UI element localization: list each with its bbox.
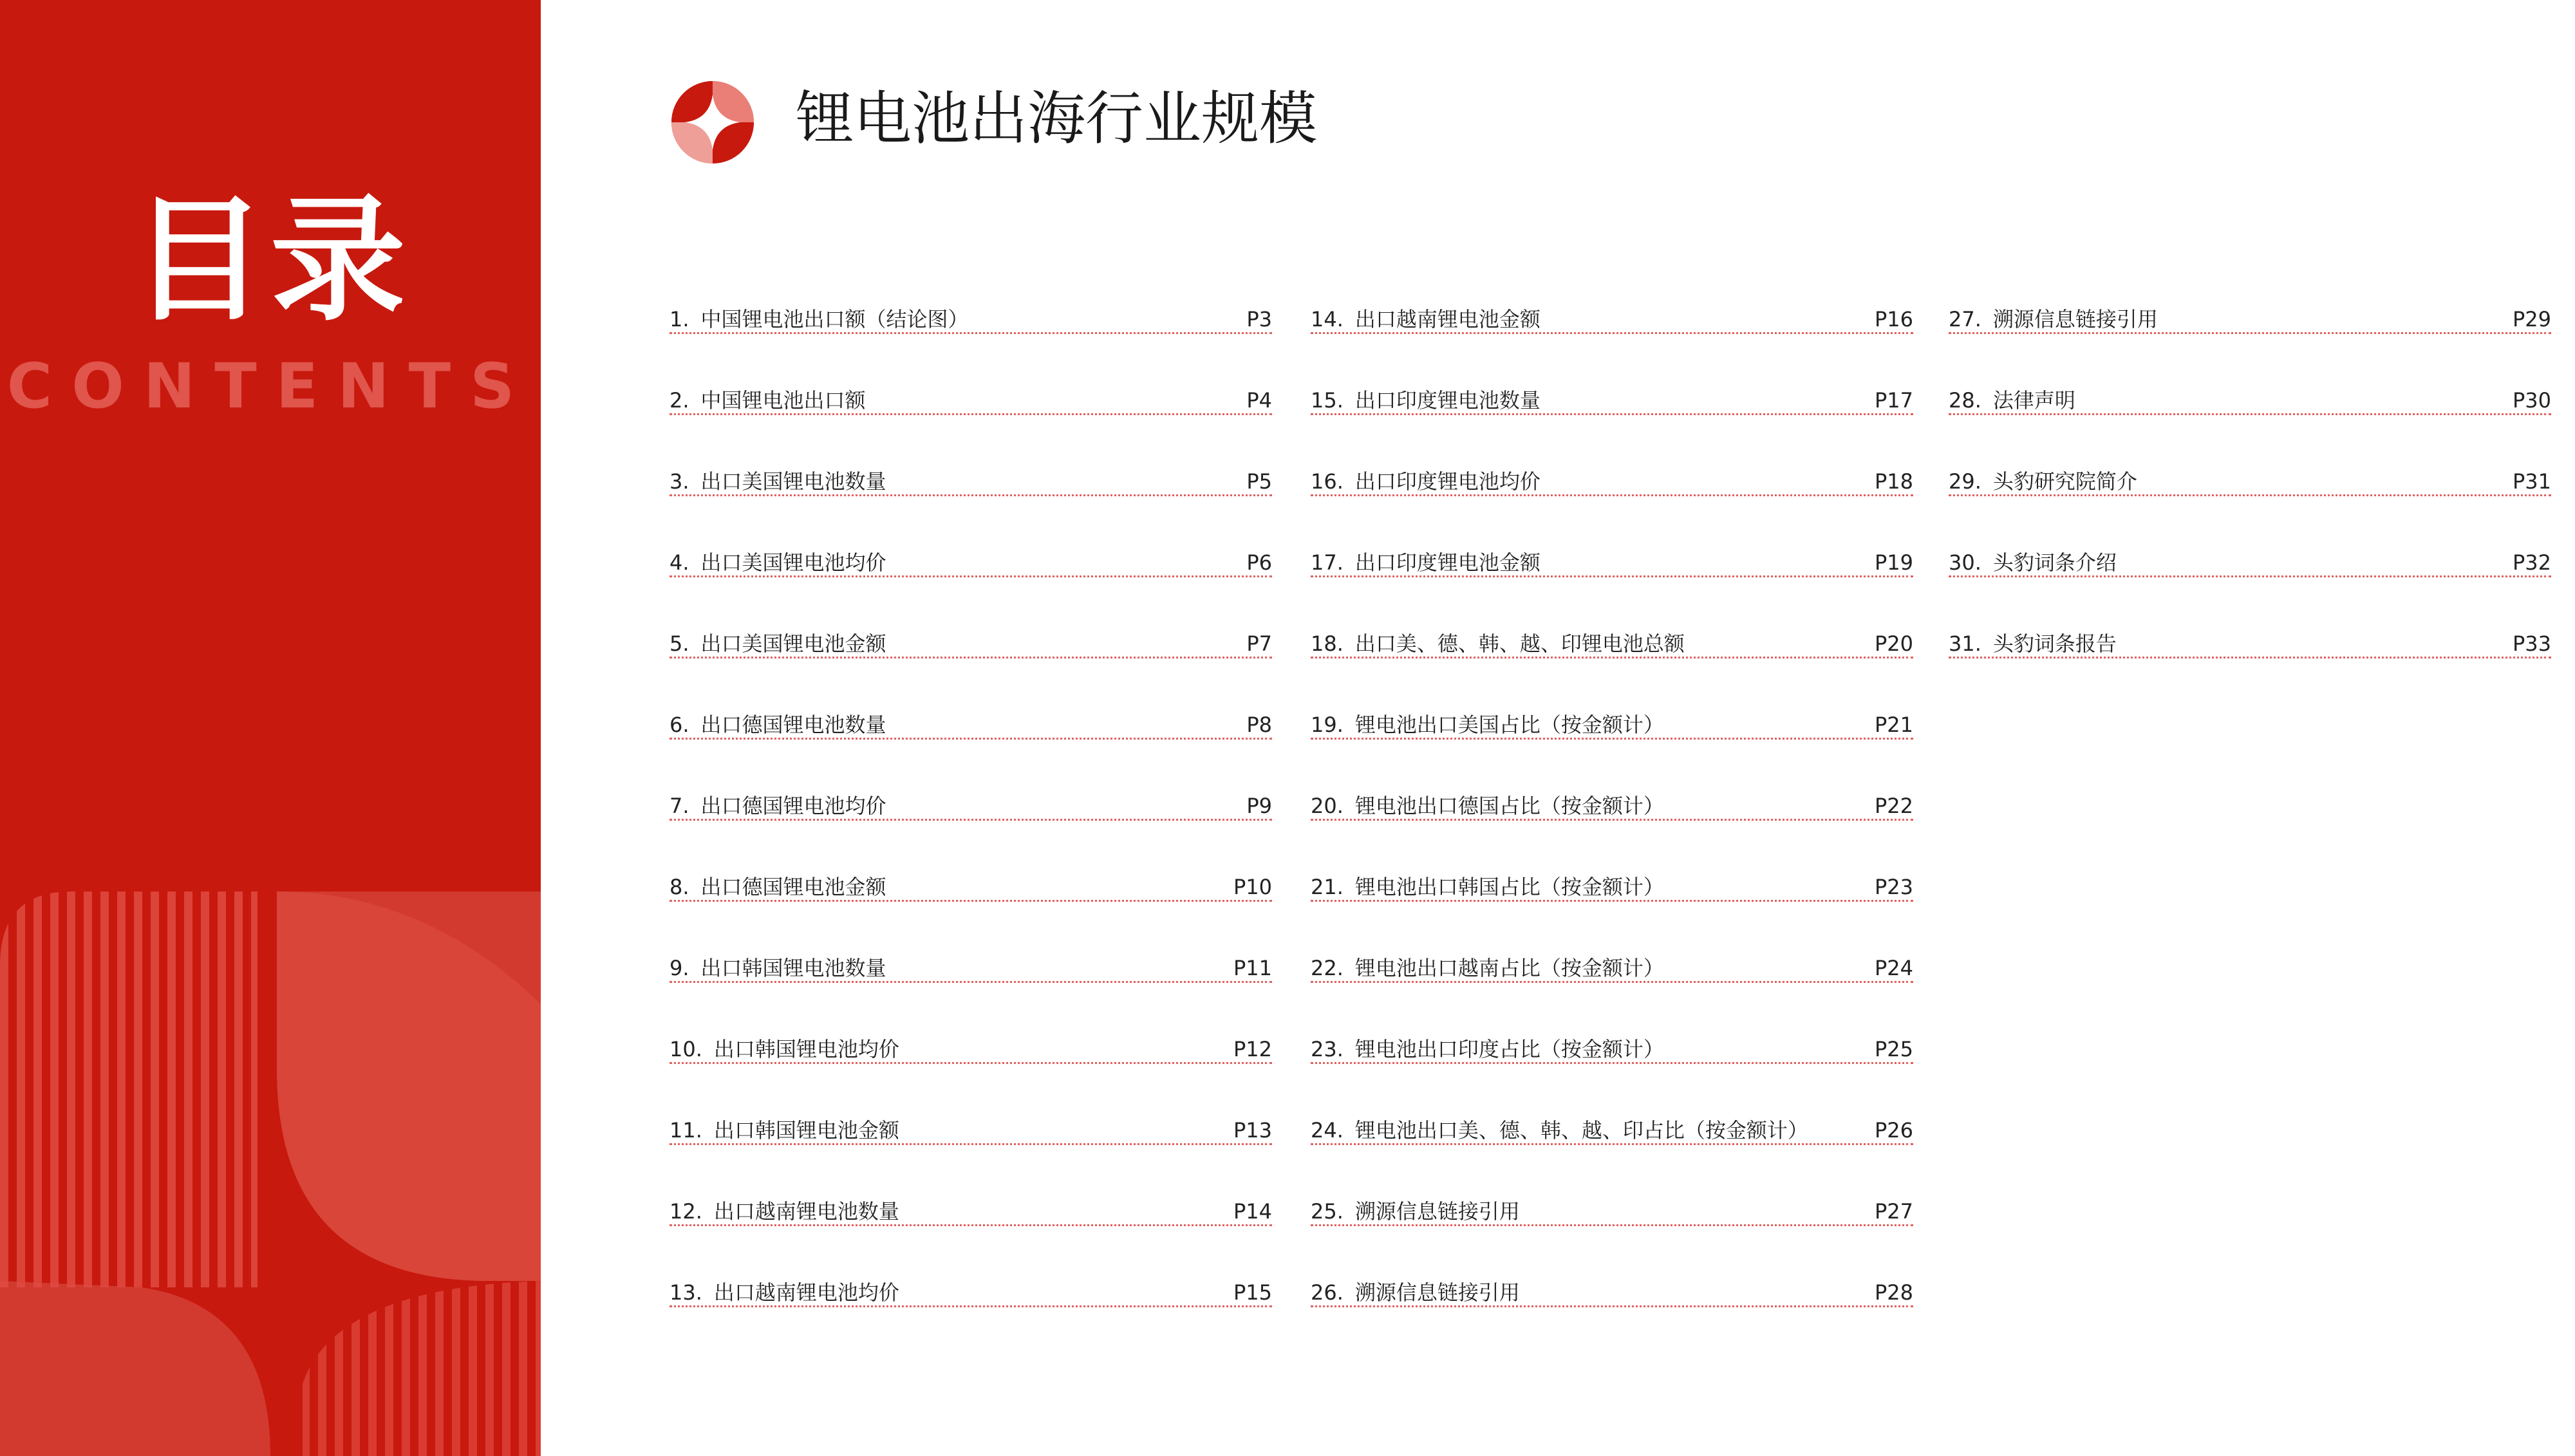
toc-item[interactable] [1311, 546, 1913, 627]
toc-item-page: P23 [1874, 875, 1913, 899]
toc-item-page: P17 [1874, 388, 1913, 413]
toc-item-number: 9. [670, 956, 689, 980]
toc-item-number: 16. [1311, 469, 1344, 494]
toc-item-page: P30 [2512, 388, 2551, 413]
toc-item-label: 溯源信息链接引用 [1354, 1199, 1520, 1224]
toc-item[interactable] [1311, 1032, 1913, 1114]
toc-item-page: P7 [1246, 631, 1272, 656]
toc-item-page: P8 [1246, 713, 1272, 737]
toc-item[interactable] [1311, 384, 1913, 465]
toc-item[interactable] [670, 1195, 1272, 1276]
toc-item[interactable] [670, 1276, 1272, 1357]
toc-item-number: 13. [670, 1280, 702, 1305]
toc-item-page: P11 [1233, 956, 1272, 980]
toc-item-label: 出口美国锂电池数量 [700, 469, 886, 494]
toc-item-page: P6 [1246, 550, 1272, 575]
toc-item-page: P18 [1874, 469, 1913, 494]
toc-item-page: P24 [1874, 956, 1913, 980]
toc-item-number: 23. [1311, 1037, 1344, 1061]
toc-item-page: P15 [1233, 1280, 1272, 1305]
sidebar-subtitle: CONTENTS [6, 350, 534, 422]
toc-item-label: 头豹词条介绍 [1992, 550, 2117, 575]
toc-item-page: P32 [2512, 550, 2551, 575]
toc-item-label: 头豹词条报告 [1992, 631, 2117, 656]
toc-item-number: 20. [1311, 794, 1344, 818]
toc-item-number: 5. [670, 631, 689, 656]
toc-item-label: 锂电池出口韩国占比（按金额计） [1354, 875, 1664, 899]
toc-item-number: 4. [670, 550, 689, 575]
toc-item[interactable] [1311, 789, 1913, 870]
toc-item-page: P21 [1874, 713, 1913, 737]
page-title: 锂电池出海行业规模 [796, 85, 1317, 153]
toc-item-number: 25. [1311, 1199, 1344, 1224]
toc-item-label: 溯源信息链接引用 [1992, 307, 2158, 331]
toc-item[interactable] [1949, 303, 2551, 384]
toc-item-label: 出口越南锂电池均价 [713, 1280, 899, 1305]
toc-item-label: 出口德国锂电池数量 [700, 713, 886, 737]
toc-item[interactable] [1949, 627, 2551, 708]
toc-item-label: 中国锂电池出口额 [700, 388, 866, 413]
toc-item-page: P4 [1246, 388, 1272, 413]
toc-item-page: P16 [1874, 307, 1913, 331]
toc-item-number: 2. [670, 388, 689, 413]
toc-item-label: 出口韩国锂电池数量 [700, 956, 886, 980]
toc-item-page: P5 [1246, 469, 1272, 494]
toc-item[interactable] [670, 303, 1272, 384]
toc-item[interactable] [1311, 870, 1913, 951]
toc-item-label: 出口越南锂电池金额 [1354, 307, 1540, 331]
toc-item[interactable] [670, 1114, 1272, 1195]
toc-column-2 [1311, 303, 1913, 1357]
toc-item-page: P14 [1233, 1199, 1272, 1224]
toc-item-page: P9 [1246, 794, 1272, 818]
toc-item-label: 出口韩国锂电池金额 [713, 1118, 899, 1143]
toc-item[interactable] [1949, 465, 2551, 546]
toc-item-label: 溯源信息链接引用 [1354, 1280, 1520, 1305]
toc-item-number: 12. [670, 1199, 702, 1224]
toc-item-number: 31. [1949, 631, 1981, 656]
toc-item[interactable] [1949, 546, 2551, 627]
toc-item-number: 17. [1311, 550, 1344, 575]
toc-item-number: 26. [1311, 1280, 1344, 1305]
toc-item[interactable] [1311, 465, 1913, 546]
toc-item-label: 中国锂电池出口额（结论图） [700, 307, 969, 331]
toc-item-page: P12 [1233, 1037, 1272, 1061]
toc-item-page: P22 [1874, 794, 1913, 818]
toc-item[interactable] [670, 465, 1272, 546]
toc-item-label: 锂电池出口德国占比（按金额计） [1354, 794, 1664, 818]
toc-item-label: 锂电池出口美国占比（按金额计） [1354, 713, 1664, 737]
toc-item-page: P26 [1874, 1118, 1913, 1143]
toc-item-number: 18. [1311, 631, 1344, 656]
toc-item-number: 10. [670, 1037, 702, 1061]
toc-item-number: 22. [1311, 956, 1344, 980]
toc-item[interactable] [1311, 627, 1913, 708]
toc-item-page: P3 [1246, 307, 1272, 331]
toc-item-number: 28. [1949, 388, 1981, 413]
toc-item-label: 出口美国锂电池均价 [700, 550, 886, 575]
toc-item-number: 27. [1949, 307, 1981, 331]
toc-item-number: 15. [1311, 388, 1344, 413]
toc-item-page: P19 [1874, 550, 1913, 575]
toc-item-page: P29 [2512, 307, 2551, 331]
toc-item-label: 出口韩国锂电池均价 [713, 1037, 899, 1061]
toc-item[interactable] [670, 708, 1272, 789]
sidebar-title: 目录 [131, 182, 409, 339]
toc-item-number: 21. [1311, 875, 1344, 899]
toc-column-3 [1949, 303, 2551, 708]
toc-item-label: 出口德国锂电池均价 [700, 794, 886, 818]
toc-item-number: 8. [670, 875, 689, 899]
toc-item-page: P28 [1874, 1280, 1913, 1305]
toc-item[interactable] [1311, 1114, 1913, 1195]
toc-item[interactable] [670, 1032, 1272, 1114]
toc-item-label: 出口美、德、韩、越、印锂电池总额 [1354, 631, 1685, 656]
toc-item-number: 24. [1311, 1118, 1344, 1143]
toc-item-label: 法律声明 [1992, 388, 2075, 413]
toc-column-1 [670, 303, 1272, 1357]
toc-item-number: 29. [1949, 469, 1981, 494]
toc-item[interactable] [670, 870, 1272, 951]
toc-item-label: 出口越南锂电池数量 [713, 1199, 899, 1224]
toc-item-page: P27 [1874, 1199, 1913, 1224]
toc-item-number: 14. [1311, 307, 1344, 331]
toc-item-label: 出口印度锂电池金额 [1354, 550, 1540, 575]
toc-item[interactable] [1311, 1276, 1913, 1357]
toc-item[interactable] [670, 627, 1272, 708]
toc-item-page: P10 [1233, 875, 1272, 899]
toc-item-number: 1. [670, 307, 689, 331]
toc-item-number: 11. [670, 1118, 702, 1143]
toc-item-label: 锂电池出口越南占比（按金额计） [1354, 956, 1664, 980]
toc-item-number: 30. [1949, 550, 1981, 575]
toc-item[interactable] [1311, 303, 1913, 384]
coin-logo-icon [670, 79, 756, 165]
toc-item[interactable] [670, 384, 1272, 465]
toc-item-label: 出口印度锂电池数量 [1354, 388, 1540, 413]
toc-item-label: 出口德国锂电池金额 [700, 875, 886, 899]
toc-item-number: 6. [670, 713, 689, 737]
toc-item-label: 锂电池出口印度占比（按金额计） [1354, 1037, 1664, 1061]
toc-item-label: 出口美国锂电池金额 [700, 631, 886, 656]
toc-item-page: P13 [1233, 1118, 1272, 1143]
toc-item[interactable] [670, 789, 1272, 870]
toc-item-page: P20 [1874, 631, 1913, 656]
toc-item[interactable] [670, 951, 1272, 1032]
toc-item[interactable] [1311, 951, 1913, 1032]
toc-item[interactable] [1311, 1195, 1913, 1276]
toc-item-label: 锂电池出口美、德、韩、越、印占比（按金额计） [1354, 1118, 1808, 1143]
toc-item-page: P33 [2512, 631, 2551, 656]
toc-item-page: P25 [1874, 1037, 1913, 1061]
toc-item[interactable] [670, 546, 1272, 627]
toc-item-number: 3. [670, 469, 689, 494]
toc-item-label: 头豹研究院简介 [1992, 469, 2137, 494]
toc-item-number: 19. [1311, 713, 1344, 737]
toc-item[interactable] [1311, 708, 1913, 789]
sidebar [0, 0, 541, 1456]
toc-item-label: 出口印度锂电池均价 [1354, 469, 1540, 494]
toc-item[interactable] [1949, 384, 2551, 465]
toc-item-number: 7. [670, 794, 689, 818]
toc-item-page: P31 [2512, 469, 2551, 494]
